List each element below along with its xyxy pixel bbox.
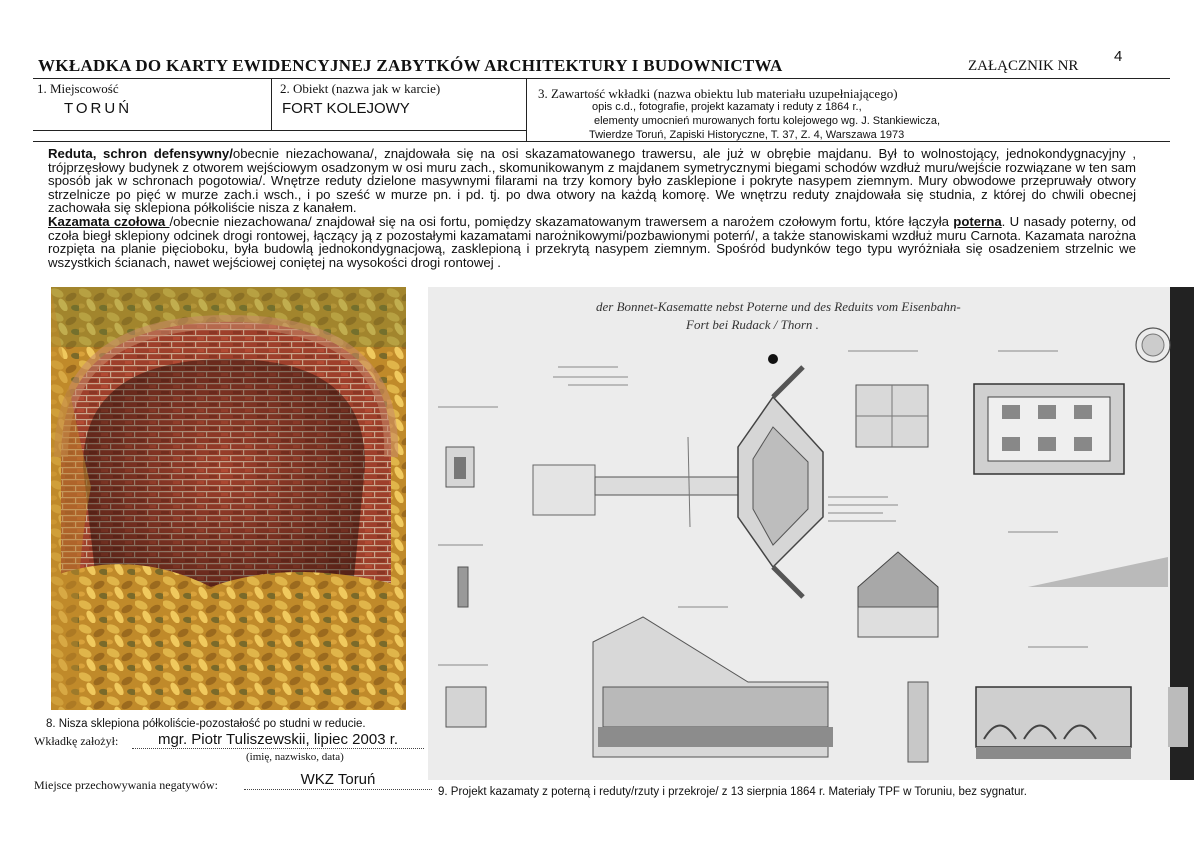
poterna-term: poterna [953,213,1002,229]
drawing-caption: 9. Projekt kazamaty z poterną i reduty/rzuty i przekroje/ z 13 sierpnia 1864 r. Materiały TPF w Toruniu, bez sygnatur. [438,786,1027,798]
form-mid-rule [33,130,526,131]
form-top-rule [33,78,1170,79]
description-text [48,147,1136,269]
well-niche-illustration [51,287,406,710]
redoubt-paragraph [48,147,1136,215]
author-label: Wkładkę założył: [34,734,119,748]
contents-line: elementy umocnień murowanych fortu kolejowego wg. J. Stankiewicza, [594,115,941,127]
casemate-paragraph [48,215,1136,269]
locality-label: 1. Miejscowość [37,81,119,96]
object-value: FORT KOLEJOWY [282,100,410,117]
redoubt-text: obecnie niezachowana/, znajdowała się na osi skazamatowanego trawersu, ale już w obrębie majdanu. Był to wolnostojący, jednokondygnacyjny , trójprzęsłowy budynek z otworem wejściowym osadzonym w osi muru zach., skomunikowanym z majdanem symetrycznymi biegami schodów wzdłuż muru/wejście rozwiązane w ten sam sposób jak w schronach pogotowia/. Wnętrze reduty dzielone masywnymi filarami na trzy komory było zasklepione i pokryte nasypem ziemnym. Mury obwodowe przepruwały otwory strzelnicze po pięć w murze zach.i wsch., i po sześć w murze pn. i pd. tj. po dwa otwory na każdą komorę. We wnętrzu reduty znajdowała się studnia, z której do chwili obecnej zachowała się sklepiona półkoliście nisza z kanałem. [48,146,1136,216]
drawing-title-line2: Fort bei Rudack / Thorn . [686,317,819,332]
negatives-value: WKZ Toruń [244,771,432,790]
author-hint: (imię, nazwisko, data) [246,751,344,763]
locality-value: TORUŃ [64,100,133,117]
annex-number: 4 [1114,48,1123,65]
drawing-title-line1: der Bonnet-Kasematte nebst Poterne und des Reduits vom Eisenbahn- [596,299,961,314]
contents-line: opis c.d., fotografie, projekt kazamaty i reduty z 1864 r., [592,101,862,113]
form-divider-1 [271,78,272,130]
contents-lines [589,100,1012,142]
well-niche-photo [51,287,406,710]
negatives-label: Miejsce przechowywania negatywów: [34,778,218,792]
contents-label: 3. Zawartość wkładki (nazwa obiektu lub materiału uzupełniającego) [538,86,898,101]
fort-plan-illustration [428,287,1194,780]
author-value: mgr. Piotr Tuliszewskii, lipiec 2003 r. [132,731,424,749]
fort-plan-drawing [428,287,1194,780]
photo-caption: 8. Nisza sklepiona półkoliście-pozostałość po studni w reducie. [46,718,366,730]
form-divider-2 [526,78,527,141]
redoubt-heading: Reduta, schron defensywny/ [48,146,233,161]
document-title: WKŁADKA DO KARTY EWIDENCYJNEJ ZABYTKÓW ARCHITEKTURY I BUDOWNICTWA [38,56,783,75]
casemate-heading: Kazamata czołowa [48,213,170,229]
annex-label: ZAŁĄCZNIK NR [968,58,1079,74]
casemate-text-a: /obecnie niezachowana/ znajdował się na osi fortu, pomiędzy skazamatowanym trawersem a narożem czołowym fortu, które łączyła [169,213,954,229]
casemate-text-b: . U nasady poterny, od czoła biegł sklepiony odcinek drogi rontowej, łączący ją z pozostałymi kazamatami narożnikowymi/pozbawionymi poterń/, a także stanowiskami wzdłuż muru Carnota. Kazamata narożna rozpięta na planie pięcioboku, była budowlą jednokondygnacjową, zasklepioną i przekrytą nasypem ziemnym. Spośród budynków tego typu wyróżniała się osadzeniem strzelnic we wszystkich ścianach, nawet wejściowej coniętej na wysokości drogi rontowej . [48,213,1136,270]
contents-line: Twierdze Toruń, Zapiski Historyczne, T. 37, Z. 4, Warszawa 1973 [589,129,905,141]
object-label: 2. Obiekt (nazwa jak w karcie) [280,81,441,96]
